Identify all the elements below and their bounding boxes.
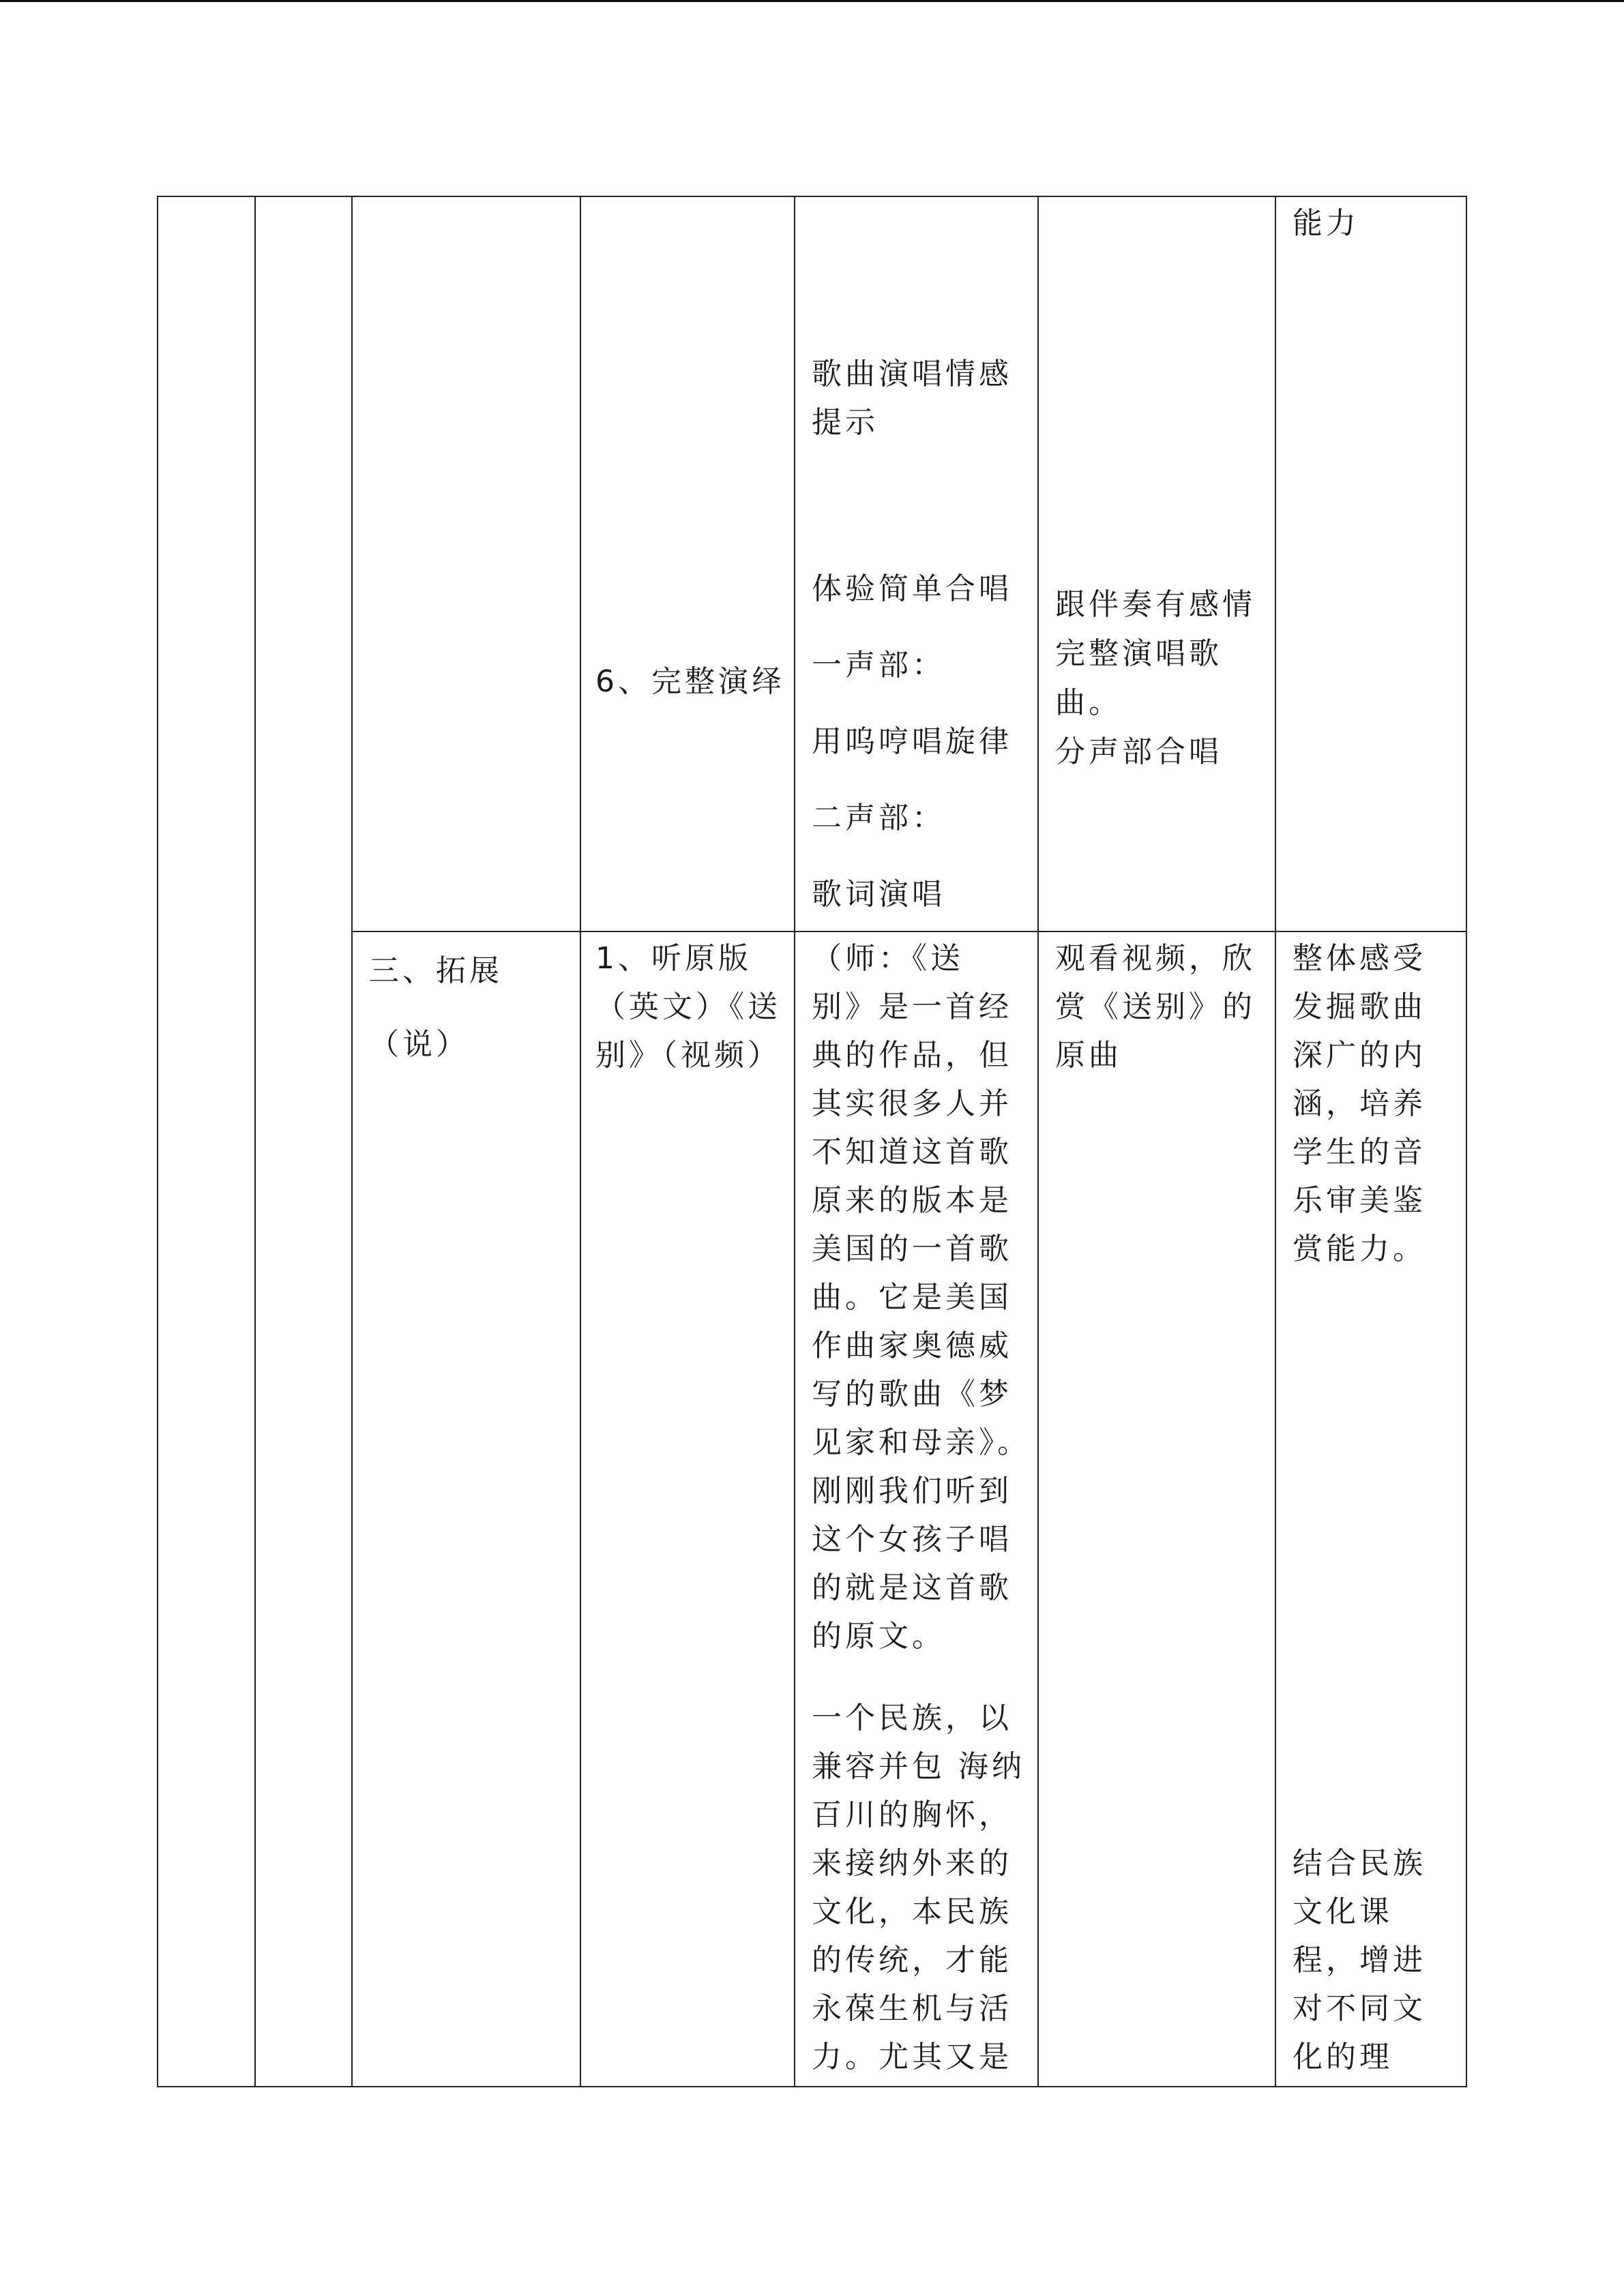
row1-chorus-steps: 体验简单合唱 一声部： 用呜哼唱旋律 二声部： 歌词演唱 — [812, 571, 1012, 912]
page-top-border — [0, 0, 1624, 2]
row1-complete-performance-item: 6、完整演绎 — [595, 664, 785, 699]
row1-singing-emotion-hint: 歌曲演唱情感 提示 — [812, 357, 1012, 440]
col-divider-3 — [580, 196, 581, 2087]
col-divider-6 — [1275, 196, 1276, 2087]
row2-student-activity: 观看视频，欣 赏《送别》的 原曲 — [1055, 941, 1256, 1073]
col-divider-4 — [794, 196, 795, 2087]
col-divider-2 — [351, 196, 353, 2087]
row2-goal-aesthetic: 整体感受 发掘歌曲 深广的内 涵，培养 学生的音 乐审美鉴 赏能力。 — [1293, 941, 1426, 1266]
row2-extension-section: 三、拓展 （说） — [369, 953, 503, 1062]
row2-goal-culture: 结合民族 文化课 程，增进 对不同文 化的理 — [1293, 1846, 1426, 2074]
row2-listen-original-item: 1、听原版 （英文）《送 别》（视频） — [595, 941, 781, 1073]
col-divider-5 — [1037, 196, 1039, 2087]
row1-col7-ability-text: 能力 — [1293, 206, 1359, 241]
row2-teacher-narration: （师：《送 别》是一首经 典的作品，但 其实很多人并 不知道这首歌 原来的版本是 美国的一首歌 曲。它是美国 作曲家奥德威 写的歌曲《梦 见家和母亲》。 刚刚我们听到 这个女孩子唱 的就是这首歌 的原文。 — [812, 941, 1031, 1654]
col-divider-1 — [254, 196, 256, 2087]
row2-culture-narration: 一个民族，以 兼容并包 海纳 百川的胸怀， 来接纳外来的 文化，本民族 的传统，才能 永葆生机与活 力。尤其又是 — [812, 1701, 1025, 2074]
row1-student-activity: 跟伴奏有感情 完整演唱歌 曲。 分声部合唱 — [1055, 587, 1256, 769]
